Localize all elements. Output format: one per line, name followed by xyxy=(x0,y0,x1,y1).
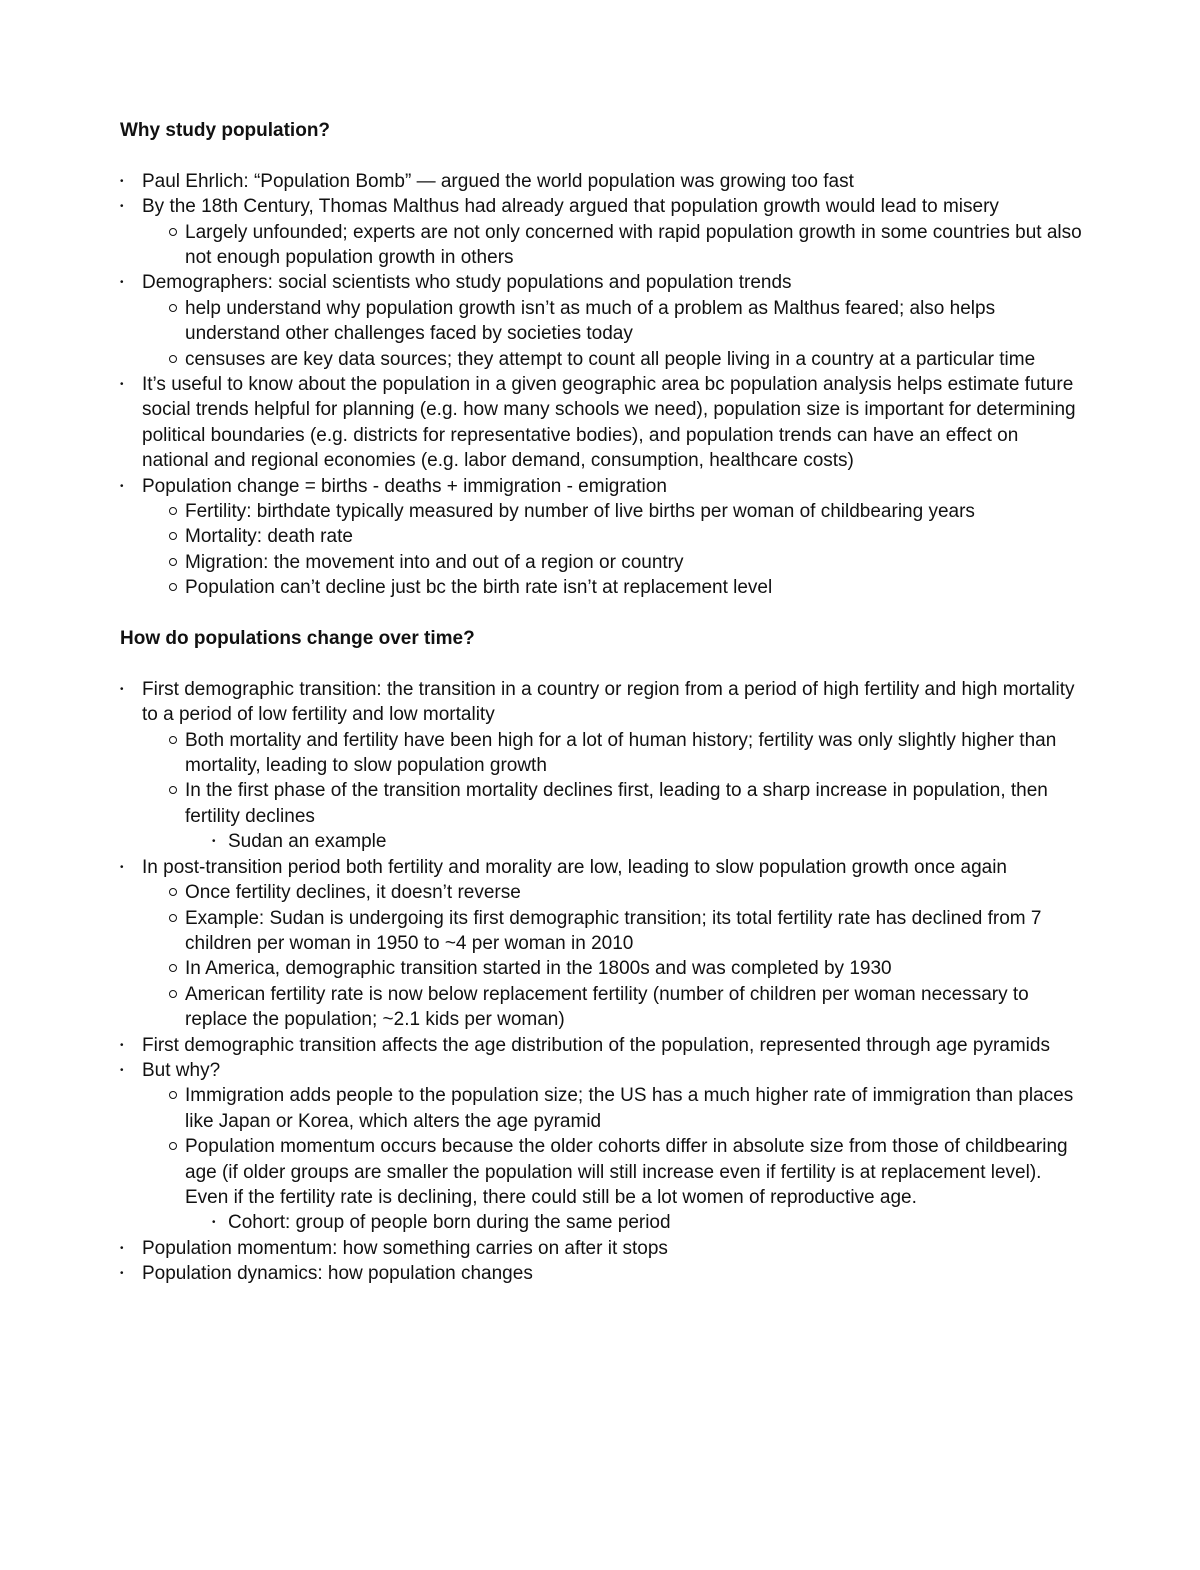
hollow-circle-bullet-icon xyxy=(169,786,177,794)
bullet-text: By the 18th Century, Thomas Malthus had already argued that population growth would lead to misery xyxy=(142,196,999,218)
bullet-dot-icon: • xyxy=(120,1039,124,1051)
sub-bullet-item xyxy=(163,778,1088,854)
bullet-item xyxy=(120,270,1088,372)
bullet-text: Fertility: birthdate typically measured by number of live births per woman of childbearing years xyxy=(185,501,975,523)
hollow-circle-bullet-icon xyxy=(169,583,177,591)
bullet-text: Demographers: social scientists who study populations and population trends xyxy=(142,272,792,294)
bullet-text: Migration: the movement into and out of a region or country xyxy=(185,551,684,573)
document-body xyxy=(120,118,1088,1287)
bullet-text: In America, demographic transition started in the 1800s and was completed by 1930 xyxy=(185,958,892,980)
bullet-list-level-2 xyxy=(163,220,1088,271)
bullet-text: Population momentum occurs because the older cohorts differ in absolute size from those of childbearing age (if older groups are smaller the population will still increase even if fertility is at replacement level). Even if the fertility rate is declining, there could still be a lot women of reproductive age. xyxy=(185,1136,1068,1208)
section-heading: Why study population? xyxy=(120,120,331,141)
bullet-text: Example: Sudan is undergoing its first demographic transition; its total fertility rate has declined from 7 children per woman in 1950 to ~4 per woman in 2010 xyxy=(185,907,1042,954)
bullet-text: Population momentum: how something carries on after it stops xyxy=(142,1237,668,1259)
bullet-list-level-3 xyxy=(206,829,1088,854)
sub-bullet-item xyxy=(163,906,1088,957)
bullet-item xyxy=(120,1058,1088,1236)
bullet-dot-icon: • xyxy=(120,683,124,695)
bullet-list-level-2 xyxy=(163,728,1088,855)
sub-bullet-item xyxy=(163,1083,1088,1134)
bullet-dot-icon: • xyxy=(120,861,124,873)
bullet-text: Sudan an example xyxy=(228,831,387,853)
bullet-text: In the first phase of the transition mortality declines first, leading to a sharp increase in population, then fertility declines xyxy=(185,780,1048,827)
bullet-item xyxy=(120,169,1088,194)
bullet-text: Population dynamics: how population changes xyxy=(142,1263,533,1285)
sub-bullet-item xyxy=(163,1134,1088,1236)
hollow-circle-bullet-icon xyxy=(169,532,177,540)
bullet-text: help understand why population growth isn’t as much of a problem as Malthus feared; also helps understand other challenges faced by societies today xyxy=(185,297,996,345)
sub-bullet-item xyxy=(163,880,1088,905)
bullet-dot-icon: • xyxy=(120,175,124,187)
bullet-dot-icon: • xyxy=(212,836,216,848)
bullet-list-level-2 xyxy=(163,880,1088,1032)
sub-sub-bullet-item xyxy=(206,1210,1088,1235)
bullet-text: Immigration adds people to the population size; the US has a much higher rate of immigration than places like Japan or Korea, which alters the age pyramid xyxy=(185,1085,1074,1132)
sub-sub-bullet-item xyxy=(206,829,1088,854)
bullet-dot-icon: • xyxy=(120,201,124,213)
hollow-circle-bullet-icon xyxy=(169,1142,177,1150)
bullet-text: Paul Ehrlich: “Population Bomb” — argued the world population was growing too fast xyxy=(142,170,854,192)
sub-bullet-item xyxy=(163,575,1088,600)
bullet-item xyxy=(120,677,1088,855)
bullet-list-level-2 xyxy=(163,1083,1088,1235)
bullet-text: censuses are key data sources; they attempt to count all people living in a country at a particular time xyxy=(185,348,1036,370)
hollow-circle-bullet-icon xyxy=(169,507,177,515)
bullet-dot-icon: • xyxy=(212,1217,216,1229)
bullet-text: Both mortality and fertility have been high for a lot of human history; fertility was only slightly higher than mortality, leading to slow population growth xyxy=(185,729,1057,777)
bullet-dot-icon: • xyxy=(120,480,124,492)
bullet-item xyxy=(120,474,1088,601)
bullet-text: It’s useful to know about the population in a given geographic area bc population analysis helps estimate future social trends helpful for planning (e.g. how many schools we need), population size is important for determining political boundaries (e.g. districts for representative bodies), and population trends can have an effect on national and regional economies (e.g. labor demand, consumption, healthcare costs) xyxy=(142,374,1076,472)
hollow-circle-bullet-icon xyxy=(169,736,177,744)
bullet-text: In post-transition period both fertility and morality are low, leading to slow population growth once again xyxy=(142,856,1008,878)
bullet-text: Population change = births - deaths + immigration - emigration xyxy=(142,475,667,497)
bullet-list-level-2 xyxy=(163,296,1088,372)
sub-bullet-item xyxy=(163,982,1088,1033)
hollow-circle-bullet-icon xyxy=(169,990,177,998)
hollow-circle-bullet-icon xyxy=(169,888,177,896)
bullet-dot-icon: • xyxy=(120,379,124,391)
sub-bullet-item xyxy=(163,296,1088,347)
bullet-text: First demographic transition affects the age distribution of the population, represented through age pyramids xyxy=(142,1034,1050,1056)
bullet-text: Mortality: death rate xyxy=(185,526,353,548)
hollow-circle-bullet-icon xyxy=(169,228,177,236)
bullet-item xyxy=(120,1033,1088,1058)
bullet-item xyxy=(120,372,1088,474)
hollow-circle-bullet-icon xyxy=(169,304,177,312)
bullet-item xyxy=(120,855,1088,1033)
sub-bullet-item xyxy=(163,220,1088,271)
bullet-item xyxy=(120,194,1088,270)
hollow-circle-bullet-icon xyxy=(169,964,177,972)
bullet-text: Once fertility declines, it doesn’t reverse xyxy=(185,882,521,904)
bullet-dot-icon: • xyxy=(120,1242,124,1254)
bullet-item xyxy=(120,1261,1088,1286)
bullet-text: Cohort: group of people born during the same period xyxy=(228,1212,671,1234)
bullet-list-level-1 xyxy=(120,169,1088,601)
bullet-text: Largely unfounded; experts are not only concerned with rapid population growth in some countries but also not enough population growth in others xyxy=(185,221,1082,268)
bullet-text: American fertility rate is now below replacement fertility (number of children per woman necessary to replace the population; ~2.1 kids per woman) xyxy=(185,983,1029,1031)
bullet-list-level-3 xyxy=(206,1210,1088,1235)
bullet-dot-icon: • xyxy=(120,1064,124,1076)
bullet-list-level-2 xyxy=(163,499,1088,601)
hollow-circle-bullet-icon xyxy=(169,558,177,566)
sub-bullet-item xyxy=(163,956,1088,981)
bullet-text: But why? xyxy=(142,1059,221,1081)
bullet-dot-icon: • xyxy=(120,1268,124,1280)
bullet-text: First demographic transition: the transition in a country or region from a period of high fertility and high mortality to a period of low fertility and low mortality xyxy=(142,678,1075,726)
bullet-list-level-1 xyxy=(120,677,1088,1287)
bullet-text: Population can’t decline just bc the birth rate isn’t at replacement level xyxy=(185,577,773,599)
bullet-dot-icon: • xyxy=(120,277,124,289)
sub-bullet-item xyxy=(163,524,1088,549)
hollow-circle-bullet-icon xyxy=(169,914,177,922)
sub-bullet-item xyxy=(163,550,1088,575)
sub-bullet-item xyxy=(163,499,1088,524)
section-heading: How do populations change over time? xyxy=(120,628,475,650)
sub-bullet-item xyxy=(163,728,1088,779)
sub-bullet-item xyxy=(163,347,1088,372)
hollow-circle-bullet-icon xyxy=(169,355,177,363)
bullet-item xyxy=(120,1236,1088,1261)
hollow-circle-bullet-icon xyxy=(169,1091,177,1099)
